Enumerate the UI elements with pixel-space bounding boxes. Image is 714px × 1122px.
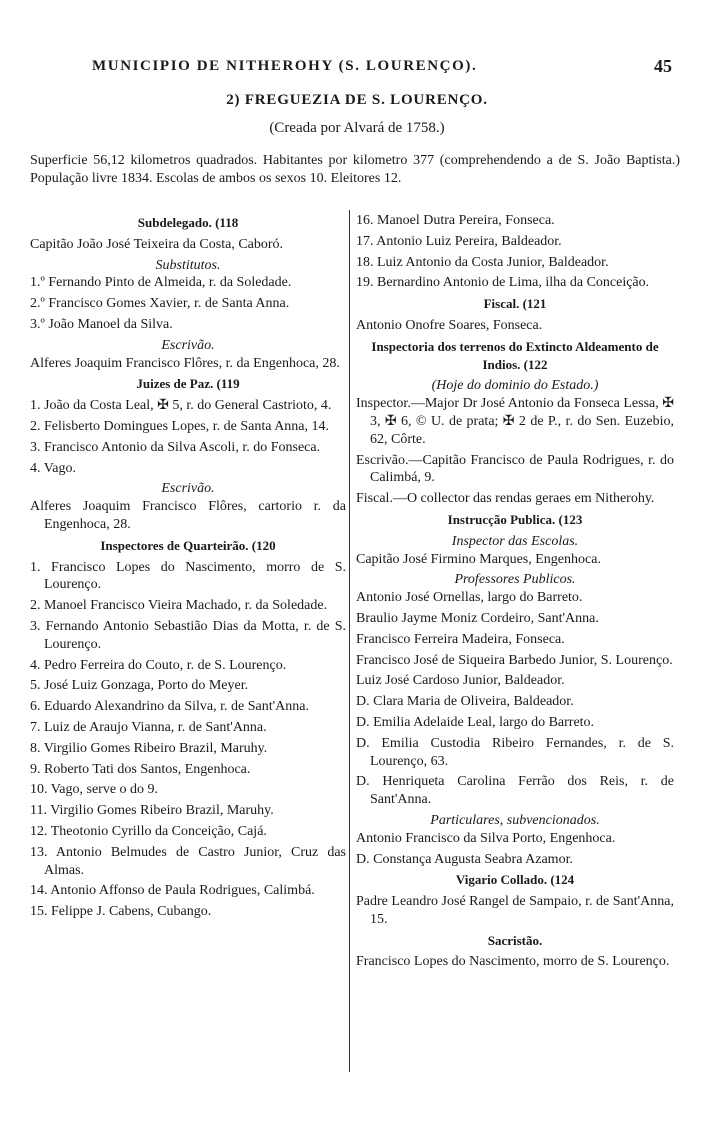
entry: Alferes Joaquim Francisco Flôres, cartorio r. da Engenhoca, 28. xyxy=(30,499,346,532)
entry: 10. Vago, serve o do 9. xyxy=(30,782,159,798)
section-heading: Vigario Collado. (124 xyxy=(455,872,575,888)
entry: 17. Antonio Luiz Pereira, Baldeador. xyxy=(356,233,562,249)
section-heading: Instrucção Publica. (123 xyxy=(447,511,583,527)
section-heading: Sacristão. xyxy=(487,932,543,948)
entry: 4. Pedro Ferreira do Couto, r. de S. Lourenço. xyxy=(30,657,287,673)
entry: D. Clara Maria de Oliveira, Baldeador. xyxy=(356,694,574,710)
entry: 8. Virgilio Gomes Ribeiro Brazil, Maruhy. xyxy=(30,740,268,756)
entry: 15. Felippe J. Cabens, Cubango. xyxy=(30,904,212,920)
entry: 19. Bernardino Antonio de Lima, ilha da Conceição. xyxy=(356,275,650,291)
subheading: (Hoje do dominio do Estado.) xyxy=(431,378,599,394)
intro-paragraph: Superficie 56,12 kilometros quadrados. Habitantes por kilometro 377 (comprehendendo a de S. João Baptista.) População livre 1834. Escolas de ambos os sexos 10. Eleitores 12. xyxy=(30,153,680,186)
entry: Padre Leandro José Rangel de Sampaio, r. de Sant'Anna, 15. xyxy=(356,894,674,927)
entry: D. Henriqueta Carolina Ferrão dos Reis, r. de Sant'Anna. xyxy=(356,774,674,808)
right-column xyxy=(356,212,674,974)
entry: Escrivão.—Capitão Francisco de Paula Rodrigues, r. do Calimbá, 9. xyxy=(356,452,674,486)
running-title: MUNICIPIO DE NITHEROHY (S. LOURENÇO). xyxy=(92,58,478,74)
subheading: Escrivão. xyxy=(161,481,215,497)
subheading: Particulares, subvencionados. xyxy=(430,812,600,828)
entry: Antonio José Ornellas, largo do Barreto. xyxy=(356,590,583,606)
section-heading: Subdelegado. (118 xyxy=(137,215,239,230)
entry: 12. Theotonio Cyrillo da Conceição, Cajá. xyxy=(30,823,267,839)
entry: 13. Antonio Belmudes de Castro Junior, Cruz das Almas. xyxy=(30,844,346,878)
entry: Francisco Lopes do Nascimento, morro de S. Lourenço. xyxy=(356,954,670,970)
entry: D. Emilia Custodia Ribeiro Fernandes, r. de S. Lourenço, 63. xyxy=(356,735,674,769)
entry: Francisco Ferreira Madeira, Fonseca. xyxy=(356,631,565,647)
subheading: Substitutos. xyxy=(155,257,221,273)
left-column xyxy=(30,212,346,924)
section-heading: Inspectoria dos terrenos do Extincto Aldeamento de Indios. (122 xyxy=(371,338,659,372)
entry: Capitão José Firmino Marques, Engenhoca. xyxy=(356,551,601,567)
entry: 4. Vago. xyxy=(30,460,77,476)
entry: 6. Eduardo Alexandrino da Silva, r. de Sant'Anna. xyxy=(30,699,309,715)
entry: 11. Virgilio Gomes Ribeiro Brazil, Maruhy. xyxy=(30,803,274,819)
entry: Braulio Jayme Moniz Cordeiro, Sant'Anna. xyxy=(356,610,599,626)
entry: Luiz José Cardoso Junior, Baldeador. xyxy=(356,673,565,689)
running-header xyxy=(0,58,714,82)
entry: D. Emilia Adelaide Leal, largo do Barreto. xyxy=(356,714,595,730)
entry: 16. Manoel Dutra Pereira, Fonseca. xyxy=(356,213,555,228)
column-divider xyxy=(349,210,350,1072)
entry: 9. Roberto Tati dos Santos, Engenhoca. xyxy=(30,761,251,777)
entry: 2.º Francisco Gomes Xavier, r. de Santa Anna. xyxy=(30,296,290,312)
entry: Alferes Joaquim Francisco Flôres, r. da Engenhoca, 28. xyxy=(30,355,340,371)
subheading: Professores Publicos. xyxy=(454,572,576,588)
entry: 7. Luiz de Araujo Vianna, r. de Sant'Anna. xyxy=(30,719,267,735)
section-heading: Juizes de Paz. (119 xyxy=(136,376,240,392)
entry: 1. Francisco Lopes do Nascimento, morro de S. Lourenço. xyxy=(30,559,346,593)
entry: 14. Antonio Affonso de Paula Rodrigues, Calimbá. xyxy=(30,883,315,899)
section-heading: Inspectores de Quarteirão. (120 xyxy=(100,537,276,553)
parish-title: 2) FREGUEZIA DE S. LOURENÇO. xyxy=(226,92,488,108)
entry: 1.º Fernando Pinto de Almeida, r. da Soledade. xyxy=(30,275,292,291)
subheading: Escrivão. xyxy=(161,337,215,353)
page-number: 45 xyxy=(654,56,672,76)
entry: 3. Fernando Antonio Sebastião Dias da Motta, r. de S. Lourenço. xyxy=(30,618,346,652)
creation-note: (Creada por Alvará de 1758.) xyxy=(269,120,445,136)
entry: Antonio Francisco da Silva Porto, Engenhoca. xyxy=(356,830,616,846)
section-heading: Fiscal. (121 xyxy=(483,296,547,312)
entry: 2. Felisberto Domingues Lopes, r. de Santa Anna, 14. xyxy=(30,418,330,434)
entry: 3. Francisco Antonio da Silva Ascoli, r. do Fonseca. xyxy=(30,439,321,455)
entry: Capitão João José Teixeira da Costa, Caboró. xyxy=(30,236,284,252)
entry: Inspector.—Major Dr José Antonio da Fonseca Lessa, ✠ 3, ✠ 6, © U. de prata; ✠ 2 de P., r. do Sen. Euzebio, 62, Côrte. xyxy=(356,396,674,447)
entry: Francisco José de Siqueira Barbedo Junior, S. Lourenço. xyxy=(356,652,673,668)
entry: D. Constança Augusta Seabra Azamor. xyxy=(356,851,573,867)
entry: 5. José Luiz Gonzaga, Porto do Meyer. xyxy=(30,678,249,694)
entry: 1. João da Costa Leal, ✠ 5, r. do General Castrioto, 4. xyxy=(30,398,332,414)
entry: 3.º João Manoel da Silva. xyxy=(30,316,173,332)
entry: 2. Manoel Francisco Vieira Machado, r. da Soledade. xyxy=(30,598,328,614)
entry: 18. Luiz Antonio da Costa Junior, Baldeador. xyxy=(356,254,609,270)
entry: Fiscal.—O collector das rendas geraes em Nitherohy. xyxy=(356,491,655,507)
entry: Antonio Onofre Soares, Fonseca. xyxy=(356,317,543,333)
subheading: Inspector das Escolas. xyxy=(451,533,579,549)
